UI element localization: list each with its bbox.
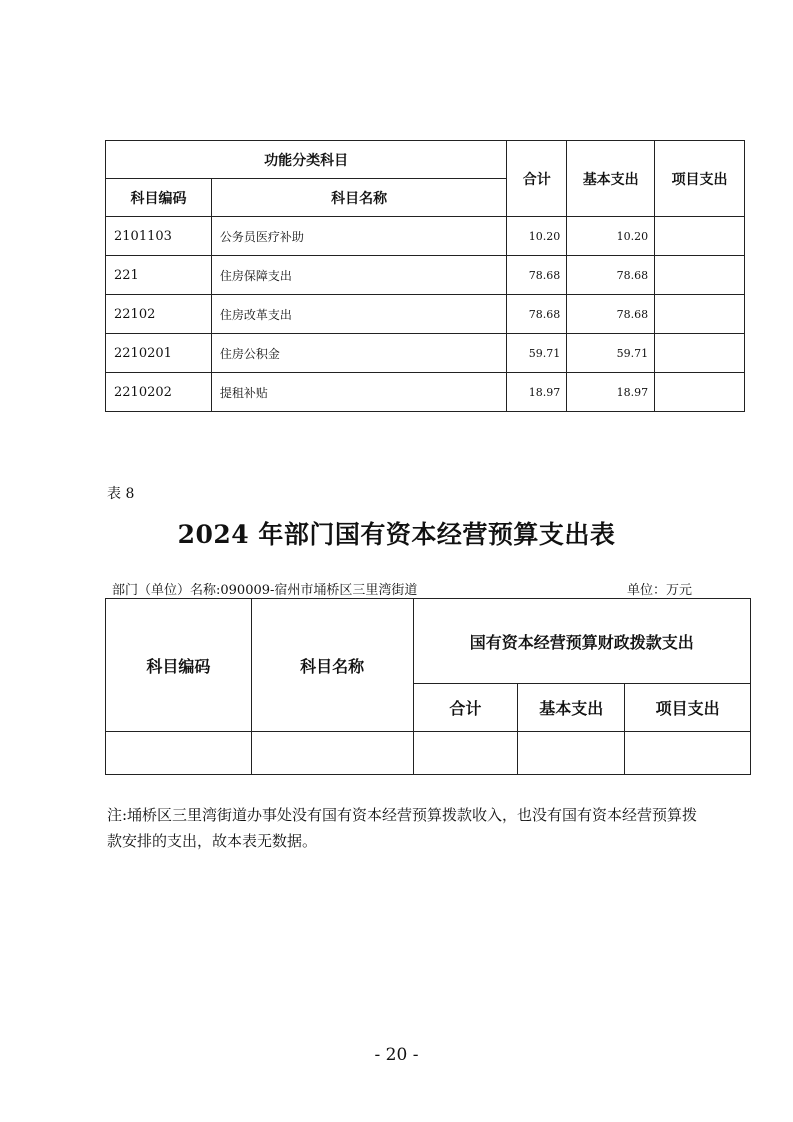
total-value: 78.68 <box>507 256 567 295</box>
project-value <box>655 373 745 412</box>
subject-code: 2210201 <box>106 334 212 373</box>
project-value <box>655 295 745 334</box>
table-row <box>106 256 745 295</box>
header-subject-code: 科目编码 <box>106 179 212 217</box>
empty-cell <box>518 732 625 775</box>
subject-name: 住房公积金 <box>211 334 506 373</box>
basic-value: 78.68 <box>567 295 655 334</box>
header-function-classification: 功能分类科目 <box>106 141 507 179</box>
unit-label: 单位：万元 <box>627 583 693 598</box>
basic-value: 18.97 <box>567 373 655 412</box>
project-value <box>655 217 745 256</box>
total-value: 18.97 <box>507 373 567 412</box>
header-subject-name: 科目名称 <box>211 179 506 217</box>
table-row <box>106 732 751 775</box>
header-project-expenditure: 项目支出 <box>655 141 745 217</box>
project-value <box>655 334 745 373</box>
header-project-expenditure: 项目支出 <box>625 684 751 732</box>
empty-cell <box>106 732 252 775</box>
subject-code: 2101103 <box>106 217 212 256</box>
table-row <box>106 334 745 373</box>
state-capital-budget-table <box>105 598 751 775</box>
header-subject-code: 科目编码 <box>106 599 252 732</box>
header-state-capital-appropriation: 国有资本经营预算财政拨款支出 <box>413 599 751 684</box>
project-value <box>655 256 745 295</box>
basic-value: 10.20 <box>567 217 655 256</box>
header-subject-name: 科目名称 <box>251 599 413 732</box>
header-basic-expenditure: 基本支出 <box>567 141 655 217</box>
basic-value: 78.68 <box>567 256 655 295</box>
table-label: 表 8 <box>107 486 135 502</box>
page-number: - 20 - <box>374 1045 419 1065</box>
total-value: 10.20 <box>507 217 567 256</box>
subject-name: 住房改革支出 <box>211 295 506 334</box>
empty-cell <box>413 732 518 775</box>
total-value: 78.68 <box>507 295 567 334</box>
subject-code: 221 <box>106 256 212 295</box>
function-classification-table <box>105 140 745 412</box>
empty-cell <box>251 732 413 775</box>
subject-code: 22102 <box>106 295 212 334</box>
subject-name: 住房保障支出 <box>211 256 506 295</box>
empty-cell <box>625 732 751 775</box>
page-title: 2024 年部门国有资本经营预算支出表 <box>177 520 616 549</box>
footnote: 注:埇桥区三里湾街道办事处没有国有资本经营预算拨款收入，也没有国有资本经营预算拨款安排的支出，故本表无数据。 <box>107 806 698 850</box>
department-name: 部门（单位）名称:090009-宿州市埇桥区三里湾街道 <box>112 583 418 598</box>
table-row <box>106 373 745 412</box>
total-value: 59.71 <box>507 334 567 373</box>
subject-code: 2210202 <box>106 373 212 412</box>
header-total: 合计 <box>413 684 518 732</box>
table-row <box>106 217 745 256</box>
header-total: 合计 <box>507 141 567 217</box>
subject-name: 公务员医疗补助 <box>211 217 506 256</box>
table-row <box>106 295 745 334</box>
basic-value: 59.71 <box>567 334 655 373</box>
header-basic-expenditure: 基本支出 <box>518 684 625 732</box>
subject-name: 提租补贴 <box>211 373 506 412</box>
